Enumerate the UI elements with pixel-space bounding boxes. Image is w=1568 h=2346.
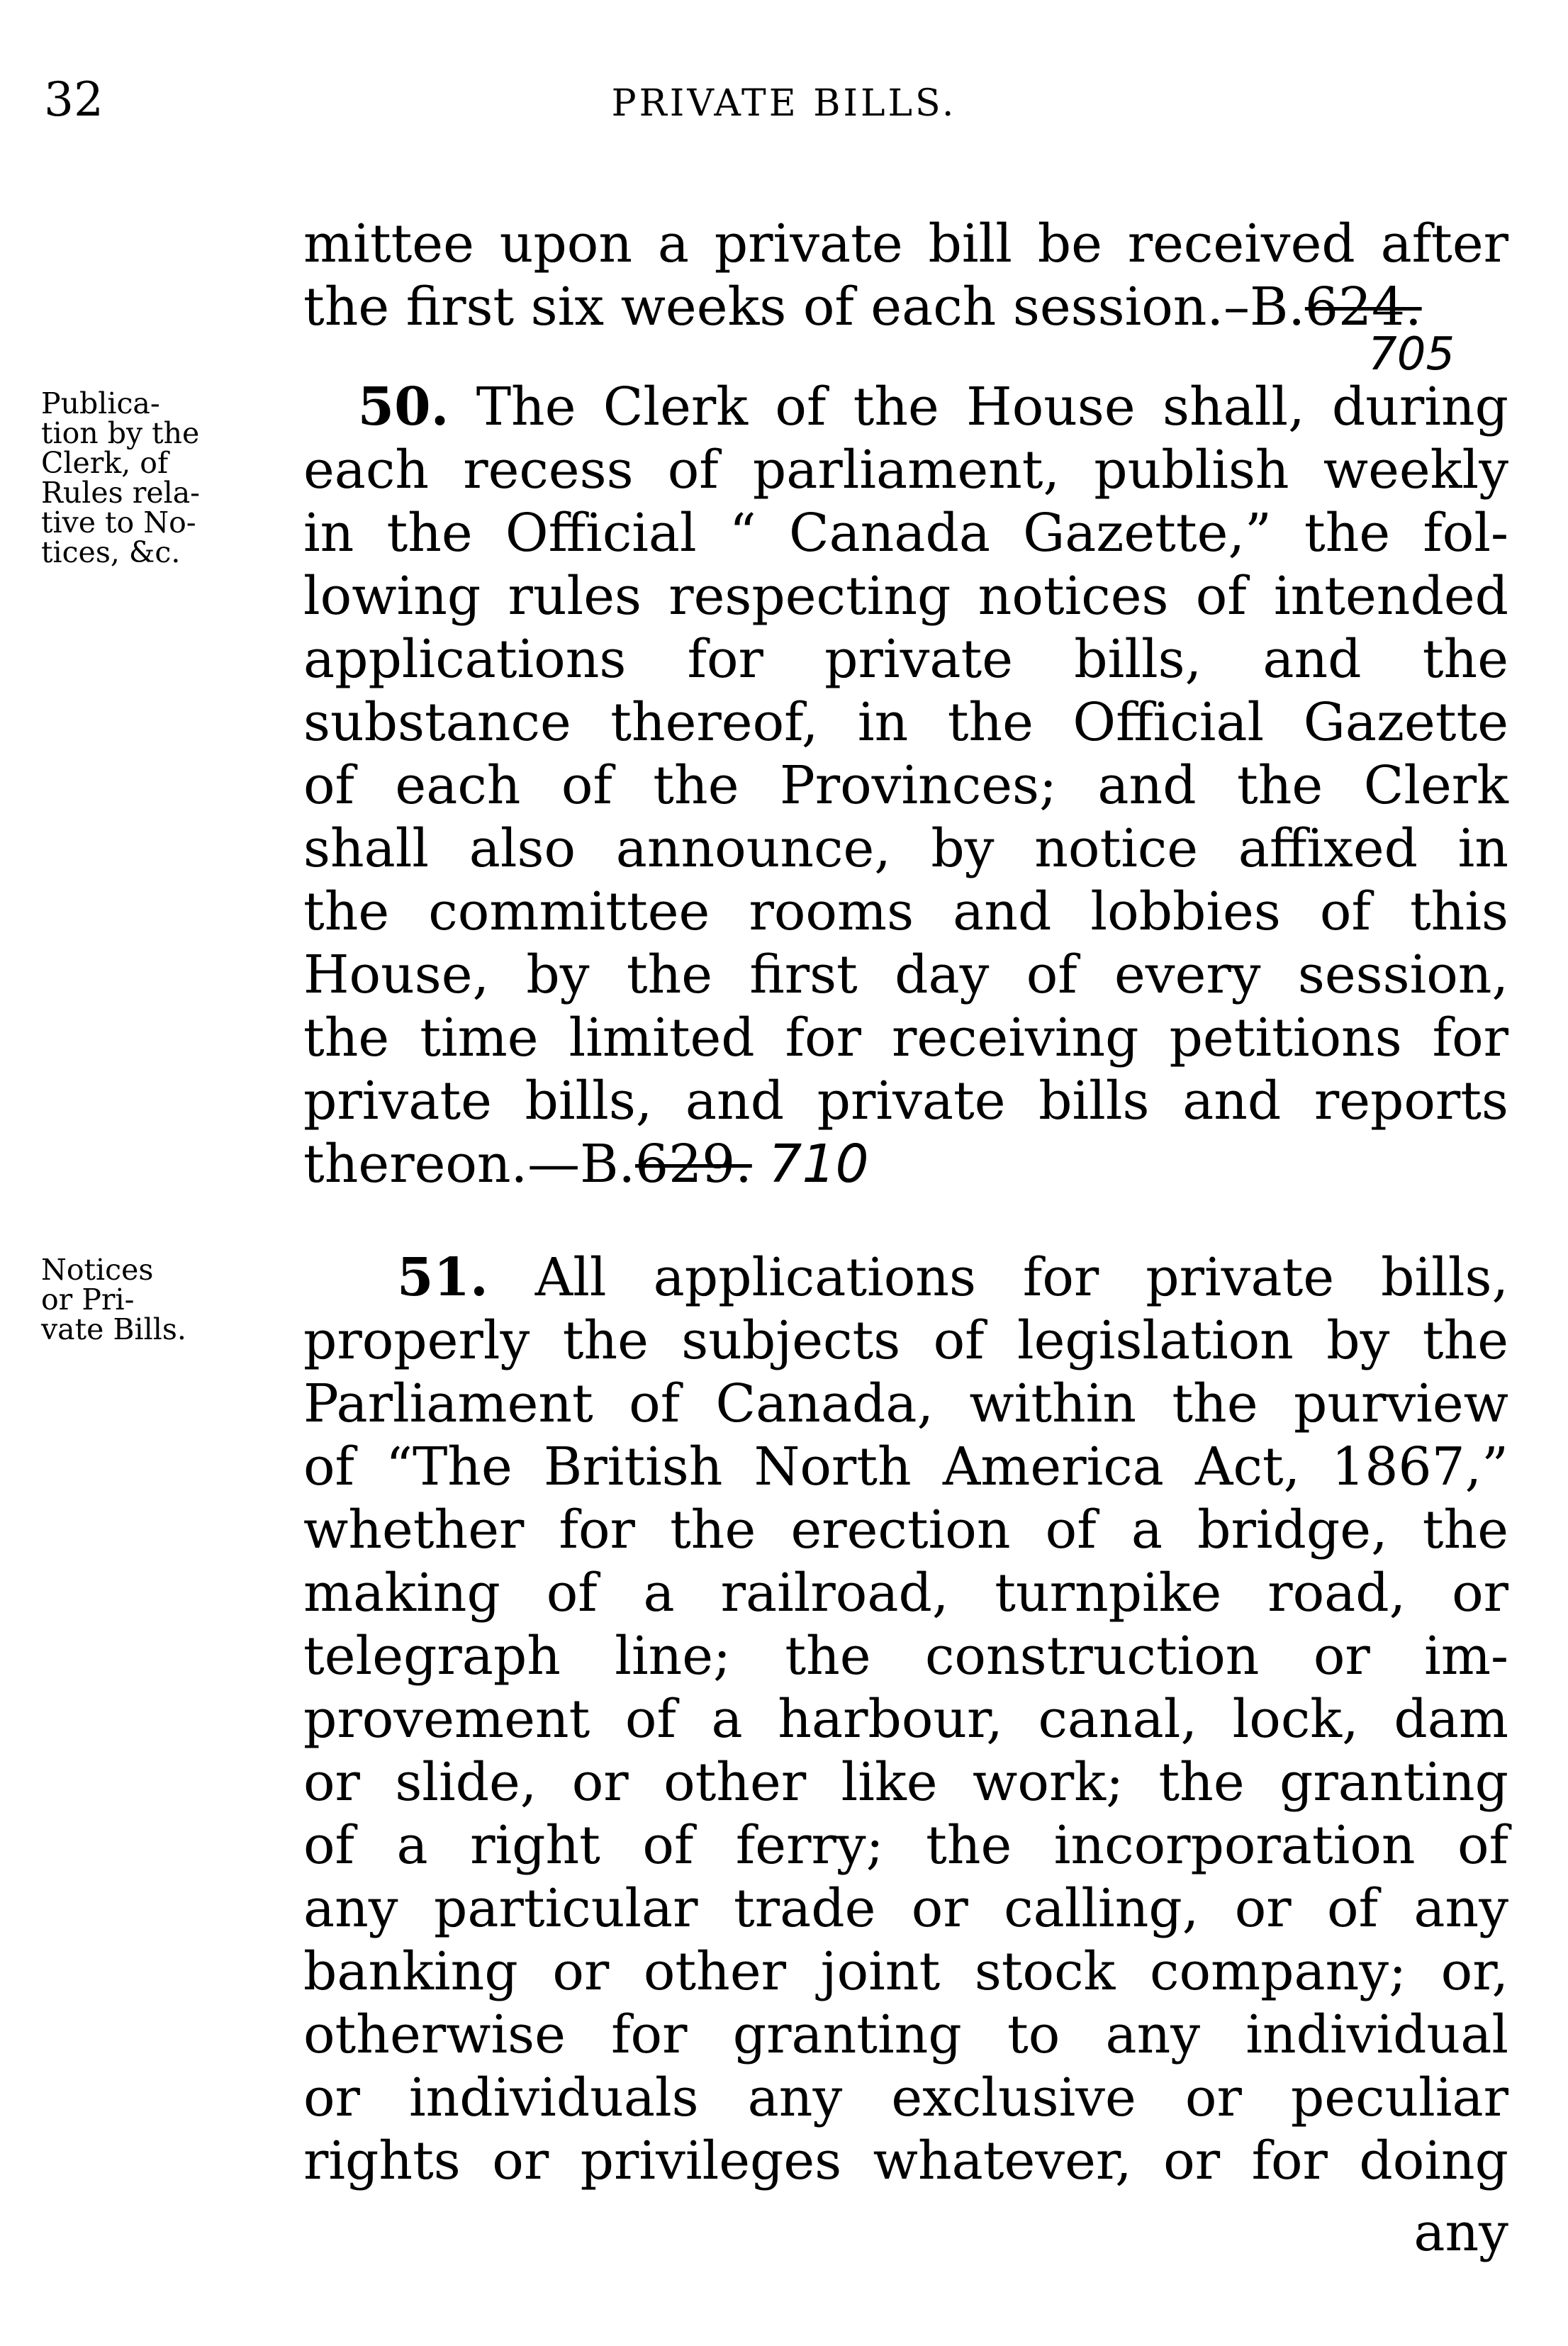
text-line: provement of a harbour, canal, lock, dam <box>303 1689 1508 1750</box>
text-line: lowing rules respecting notices of intended <box>303 566 1508 627</box>
continuation-paragraph <box>303 213 1508 339</box>
running-title: PRIVATE BILLS. <box>611 82 957 125</box>
text-line: properly the subjects of legislation by the <box>303 1310 1508 1371</box>
text-line: applications for private bills, and the <box>303 629 1508 690</box>
side-note-line: Rules rela- <box>41 476 200 510</box>
text-fragment: All applications for private bills, <box>534 1247 1509 1308</box>
side-note-51 <box>41 1255 282 1344</box>
side-note-line: Clerk, of <box>41 446 169 480</box>
text-line: rights or privileges whatever, or for doing <box>303 2130 1508 2191</box>
text-line <box>303 1133 1508 1196</box>
text-line: the time limited for receiving petitions for <box>303 1007 1508 1068</box>
text-line: in the Official “ Canada Gazette,” the fol- <box>303 503 1508 564</box>
section-number: 50. <box>357 376 449 437</box>
text-line: of each of the Provinces; and the Clerk <box>303 755 1508 816</box>
catchword: any <box>1413 2202 1508 2263</box>
text-line <box>303 276 1508 339</box>
text-fragment: The Clerk of the House shall, during <box>476 376 1508 437</box>
text-line: of “The British North America Act, 1867,” <box>303 1436 1508 1497</box>
text-line: substance thereof, in the Official Gazette <box>303 692 1508 753</box>
text-line <box>303 1246 1508 1309</box>
text-fragment: the first six weeks of each session.–B. <box>303 277 1305 337</box>
catchword-block <box>303 2201 1508 2264</box>
side-note-line: tive to No- <box>41 505 196 540</box>
struck-reference: 629. <box>635 1134 752 1195</box>
text-fragment: thereon.—B. <box>303 1134 635 1195</box>
text-line: any particular trade or calling, or of any <box>303 1878 1508 1939</box>
side-note-line: tion by the <box>41 416 200 450</box>
text-line: Parliament of Canada, within the purview <box>303 1373 1508 1434</box>
text-line: the committee rooms and lobbies of this <box>303 881 1508 942</box>
side-note-line: tices, &c. <box>41 535 181 569</box>
text-line: or slide, or other like work; the granting <box>303 1752 1508 1813</box>
text-line: banking or other joint stock company; or, <box>303 1941 1508 2002</box>
text-line: otherwise for granting to any individual <box>303 2004 1508 2065</box>
page-number: 32 <box>44 72 103 127</box>
text-line <box>303 376 1508 439</box>
section-50-paragraph <box>303 376 1508 1196</box>
side-note-line: vate Bills. <box>41 1312 186 1346</box>
text-line: whether for the erection of a bridge, the <box>303 1499 1508 1560</box>
side-note-line: Notices <box>41 1253 154 1287</box>
handwritten-reference: 710 <box>768 1134 869 1195</box>
text-line: telegraph line; the construction or im- <box>303 1626 1508 1687</box>
text-line: of a right of ferry; the incorporation of <box>303 1815 1508 1876</box>
struck-reference: 624. <box>1304 277 1422 337</box>
text-line: private bills, and private bills and reports <box>303 1071 1508 1132</box>
text-line: shall also announce, by notice affixed in <box>303 818 1508 879</box>
text-line: each recess of parliament, publish weekly <box>303 440 1508 501</box>
side-note-50 <box>41 386 282 569</box>
text-line: making of a railroad, turnpike road, or <box>303 1563 1508 1624</box>
text-line: mittee upon a private bill be received after <box>303 213 1508 274</box>
section-51-paragraph <box>303 1246 1508 2193</box>
text-line: House, by the first day of every session, <box>303 944 1508 1005</box>
section-number: 51. <box>397 1247 488 1308</box>
side-note-line: Publica- <box>41 386 160 420</box>
handwritten-reference: 705 <box>1368 328 1455 381</box>
side-note-line: or Pri- <box>41 1283 135 1317</box>
text-line: or individuals any exclusive or peculiar <box>303 2067 1508 2128</box>
